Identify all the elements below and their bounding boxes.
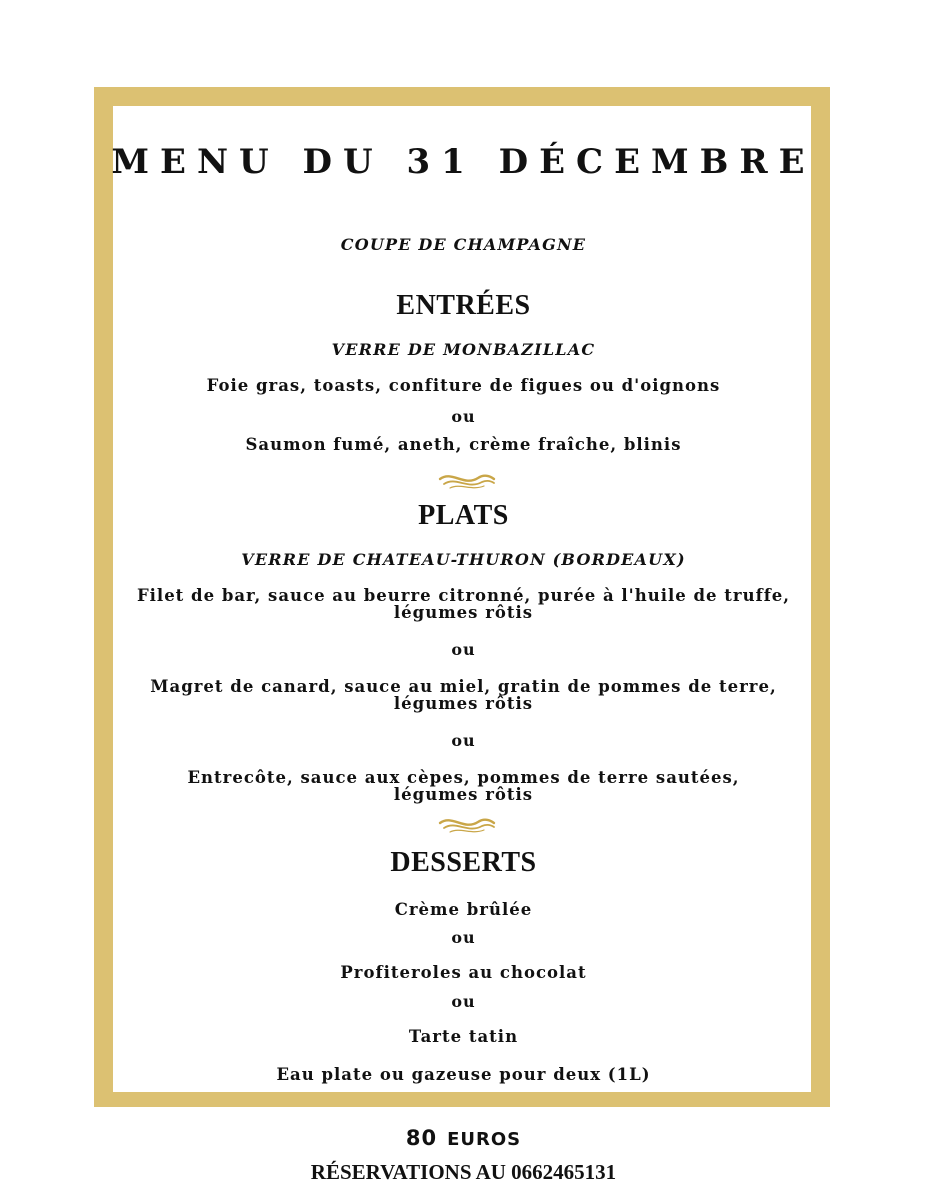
menu-title: MENU DU 31 DÉCEMBRE	[111, 142, 816, 182]
dessert-or-1: ou	[451, 928, 476, 947]
reservations-line: RÉSERVATIONS AU 0662465131	[310, 1160, 617, 1184]
price-currency: EUROS	[447, 1129, 522, 1150]
price-amount: 80	[405, 1126, 438, 1150]
gold-swirl-divider-icon	[438, 471, 496, 491]
desserts-heading: DESSERTS	[390, 847, 537, 878]
entrees-wine: VERRE DE MONBAZILLAC	[331, 340, 596, 359]
entrees-heading: ENTRÉES	[396, 290, 531, 321]
price	[0, 1126, 927, 1150]
plat-dish-1-line-1: Filet de bar, sauce au beurre citronné, purée à l'huile de truffe,	[136, 586, 791, 605]
gold-swirl-divider-icon	[438, 815, 496, 835]
plat-dish-2-line-1: Magret de canard, sauce au miel, gratin de pommes de terre,	[150, 677, 777, 696]
plat-dish-1-line-2: légumes rôtis	[393, 603, 534, 622]
dessert-dish-1: Crème brûlée	[394, 900, 533, 919]
plat-dish-3-line-2: légumes rôtis	[393, 785, 534, 804]
plat-dish-2-line-2: légumes rôtis	[393, 694, 534, 713]
plats-heading: PLATS	[418, 500, 509, 531]
dessert-or-2: ou	[451, 992, 476, 1011]
dessert-dish-3: Tarte tatin	[408, 1027, 519, 1046]
dessert-dish-2: Profiteroles au chocolat	[340, 963, 587, 982]
plats-wine: VERRE DE CHATEAU-THURON (BORDEAUX)	[241, 550, 686, 569]
plat-or-2: ou	[451, 731, 476, 750]
entree-dish-2: Saumon fumé, aneth, crème fraîche, blinis	[245, 435, 682, 454]
plat-or-1: ou	[451, 640, 476, 659]
aperitif-label: COUPE DE CHAMPAGNE	[340, 235, 587, 254]
entree-dish-1: Foie gras, toasts, confiture de figues ou d'oignons	[206, 376, 721, 395]
plat-dish-3-line-1: Entrecôte, sauce aux cèpes, pommes de terre sautées,	[187, 768, 740, 787]
entree-or: ou	[451, 407, 476, 426]
water-line: Eau plate ou gazeuse pour deux (1L)	[276, 1065, 651, 1084]
